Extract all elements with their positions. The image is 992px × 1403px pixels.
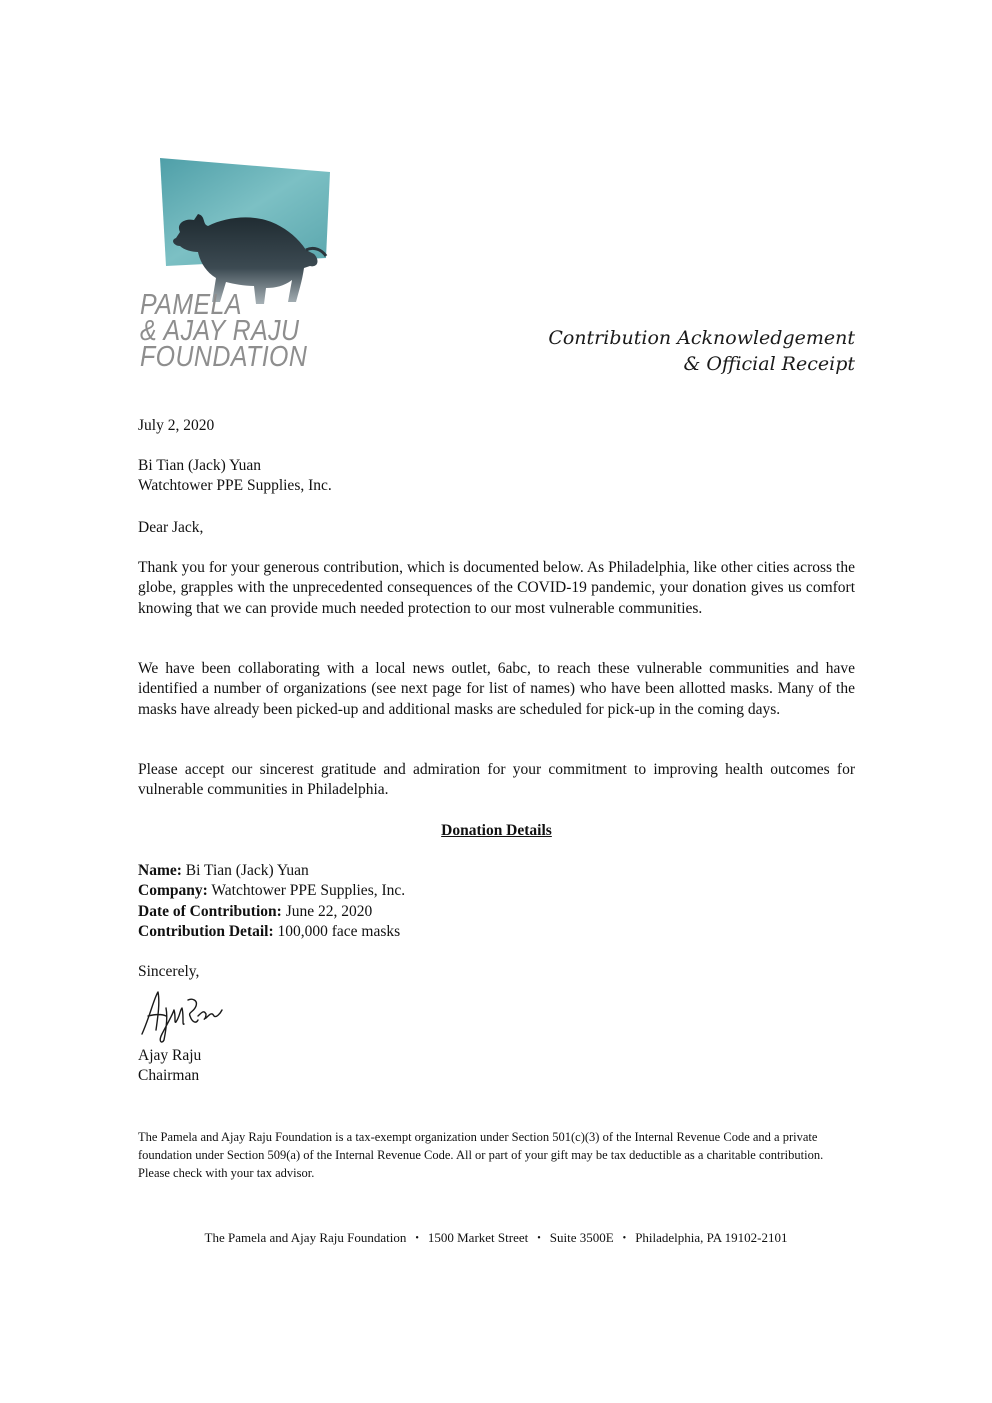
detail-date-label: Date of Contribution: [138, 902, 282, 920]
salutation: Dear Jack, [138, 519, 204, 536]
detail-date-row [138, 902, 855, 922]
recipient-name: Bi Tian (Jack) Yuan [138, 457, 261, 474]
footer-separator: • [622, 1233, 627, 1244]
body-paragraph-1: Thank you for your generous contribution, which is documented below. As Philadelphia, like other cities across the globe, grapples with the unprecedented consequences of the COVID-19 pandemic, your donation gives us comfort knowing that we can provide much needed protection to our most vulnerable communities. [138, 559, 855, 617]
recipient-block [138, 456, 855, 497]
logo-wordmark [140, 289, 312, 373]
tax-disclaimer: The Pamela and Ajay Raju Foundation is a tax-exempt organization under Section 501(c)(3) of the Internal Revenue Code and a private foundation under Section 509(a) of the Internal Revenue Code. All or part of your gift may be tax deductible as a charitable contribution. Please check with your tax advisor. [138, 1130, 824, 1180]
signer-name: Ajay Raju [138, 1047, 202, 1064]
foundation-logo [136, 154, 336, 376]
footer-org: The Pamela and Ajay Raju Foundation [204, 1230, 407, 1245]
footer-separator: • [537, 1233, 541, 1244]
logo-line-2: & AJAY RAJU [140, 315, 300, 347]
donation-details [138, 861, 855, 943]
footer-separator: • [415, 1233, 419, 1244]
detail-name-value: Bi Tian (Jack) Yuan [185, 862, 309, 879]
detail-name-row [138, 861, 855, 881]
signature-image [136, 986, 226, 1044]
logo-line-1: PAMELA [140, 289, 242, 321]
detail-date-value: June 22, 2020 [285, 902, 373, 920]
signer-title: Chairman [138, 1067, 200, 1085]
footer-address [0, 1229, 992, 1248]
detail-contribution-value: 100,000 face masks [277, 923, 401, 941]
body-paragraph-3: Please accept our sincerest gratitude and admiration for your commitment to improving health outcomes for vulnerable communities in Philadelphia. [138, 761, 855, 799]
title-line-2: & Official Receipt [683, 353, 855, 375]
detail-company-row [138, 881, 855, 901]
footer-suite: Suite 3500E [549, 1230, 614, 1245]
footer-street: 1500 Market Street [427, 1230, 529, 1245]
document-title [548, 325, 855, 377]
detail-company-value: Watchtower PPE Supplies, Inc. [211, 882, 406, 900]
detail-contribution-label: Contribution Detail: [138, 923, 274, 941]
closing: Sincerely, [138, 963, 200, 980]
title-line-1: Contribution Acknowledgement [548, 327, 855, 349]
logo-line-3: FOUNDATION [140, 341, 308, 373]
letter-date: July 2, 2020 [138, 417, 215, 434]
signer-block [138, 1046, 855, 1087]
recipient-company: Watchtower PPE Supplies, Inc. [138, 477, 332, 495]
body-paragraph-2: We have been collaborating with a local news outlet, 6abc, to reach these vulnerable communities and have identified a number of organizations (see next page for list of names) who have been allotted masks. Many of the masks have already been picked-up and additional masks are scheduled for pick-up in the coming days. [138, 660, 855, 718]
donation-details-heading: Donation Details [441, 822, 552, 839]
detail-company-label: Company: [138, 882, 208, 900]
detail-name-label: Name: [138, 862, 182, 879]
detail-contribution-row [138, 922, 855, 942]
footer-city: Philadelphia, PA 19102-2101 [635, 1230, 788, 1245]
